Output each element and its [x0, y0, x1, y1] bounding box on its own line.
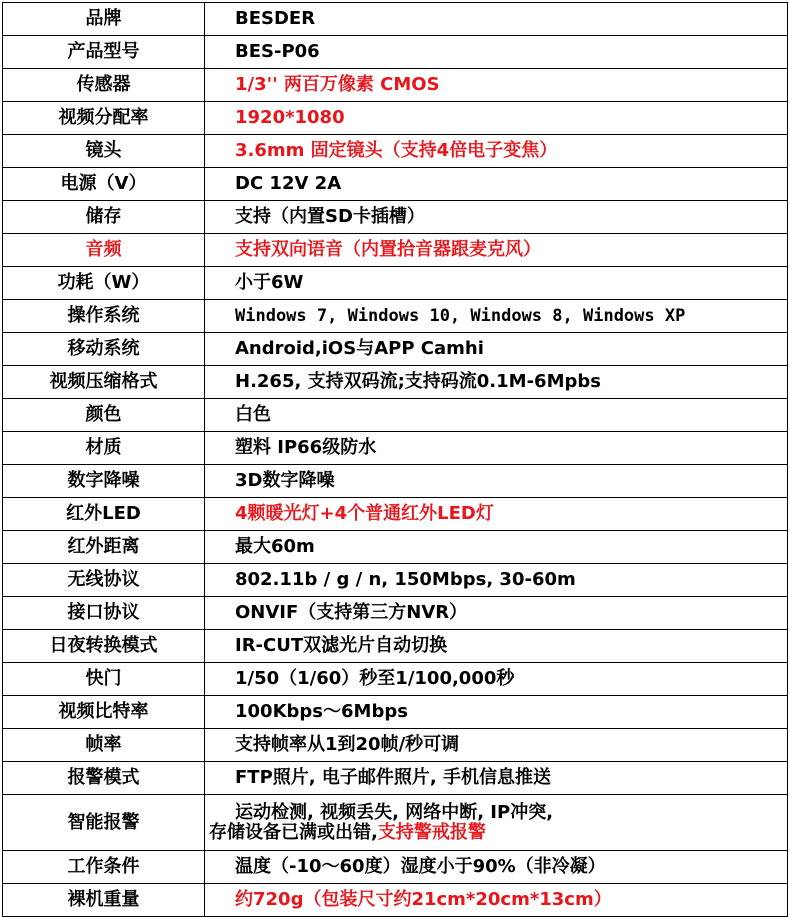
row-label: 工作条件 [3, 851, 205, 884]
table-row [3, 630, 788, 663]
table-row [3, 884, 788, 917]
table-row [3, 36, 788, 69]
row-value [205, 795, 788, 851]
row-label: 帧率 [3, 729, 205, 762]
row-value: Windows 7, Windows 10, Windows 8, Windows XP [205, 300, 788, 333]
table-row [3, 201, 788, 234]
row-value: 3D数字降噪 [205, 465, 788, 498]
row-value: 支持（内置SD卡插槽） [205, 201, 788, 234]
row-value: 最大60m [205, 531, 788, 564]
row-value: 支持双向语音（内置拾音器跟麦克风） [205, 234, 788, 267]
row-label: 产品型号 [3, 36, 205, 69]
row-value: DC 12V 2A [205, 168, 788, 201]
row-label: 报警模式 [3, 762, 205, 795]
row-label: 视频分配率 [3, 102, 205, 135]
row-label: 接口协议 [3, 597, 205, 630]
table-row [3, 597, 788, 630]
row-label: 红外距离 [3, 531, 205, 564]
row-value: 温度（-10～60度）湿度小于90%（非冷凝） [205, 851, 788, 884]
row-label: 储存 [3, 201, 205, 234]
table-row [3, 168, 788, 201]
row-value: 802.11b / g / n, 150Mbps, 30-60m [205, 564, 788, 597]
table-row [3, 234, 788, 267]
row-value: 3.6mm 固定镜头（支持4倍电子变焦） [205, 135, 788, 168]
table-row [3, 696, 788, 729]
row-label: 日夜转换模式 [3, 630, 205, 663]
row-label: 快门 [3, 663, 205, 696]
table-row [3, 267, 788, 300]
row-value: 4颗暖光灯+4个普通红外LED灯 [205, 498, 788, 531]
row-value-line1: 运动检测, 视频丢失, 网络中断, IP冲突, [235, 801, 554, 823]
table-row [3, 333, 788, 366]
spec-table [2, 2, 788, 917]
row-label: 视频比特率 [3, 696, 205, 729]
row-label: 数字降噪 [3, 465, 205, 498]
row-value: 塑料 IP66级防水 [205, 432, 788, 465]
table-row [3, 135, 788, 168]
table-row [3, 851, 788, 884]
row-value-line2-red: 支持警戒报警 [377, 821, 486, 843]
table-row [3, 432, 788, 465]
row-label: 移动系统 [3, 333, 205, 366]
row-label: 无线协议 [3, 564, 205, 597]
table-row [3, 663, 788, 696]
row-value: FTP照片, 电子邮件照片, 手机信息推送 [205, 762, 788, 795]
row-value: 小于6W [205, 267, 788, 300]
table-row [3, 795, 788, 851]
row-value: BESDER [205, 3, 788, 36]
table-row [3, 69, 788, 102]
table-row [3, 531, 788, 564]
row-value: 1/3'' 两百万像素 CMOS [205, 69, 788, 102]
table-row [3, 366, 788, 399]
table-row [3, 729, 788, 762]
row-value: IR-CUT双滤光片自动切换 [205, 630, 788, 663]
row-label: 智能报警 [3, 795, 205, 851]
table-row [3, 300, 788, 333]
row-label: 音频 [3, 234, 205, 267]
row-value: 100Kbps～6Mbps [205, 696, 788, 729]
row-label: 红外LED [3, 498, 205, 531]
table-row [3, 102, 788, 135]
table-row [3, 762, 788, 795]
row-value: 白色 [205, 399, 788, 432]
row-label: 功耗（W） [3, 267, 205, 300]
row-label: 操作系统 [3, 300, 205, 333]
row-label: 材质 [3, 432, 205, 465]
row-value: H.265, 支持双码流;支持码流0.1M-6Mpbs [205, 366, 788, 399]
row-value: BES-P06 [205, 36, 788, 69]
table-row [3, 465, 788, 498]
row-value: 约720g（包装尺寸约21cm*20cm*13cm） [205, 884, 788, 917]
row-value: Android,iOS与APP Camhi [205, 333, 788, 366]
row-value: 1920*1080 [205, 102, 788, 135]
row-label: 传感器 [3, 69, 205, 102]
row-value: ONVIF（支持第三方NVR） [205, 597, 788, 630]
table-row [3, 399, 788, 432]
table-row [3, 498, 788, 531]
row-label: 镜头 [3, 135, 205, 168]
row-value-line2 [205, 823, 787, 843]
row-label: 颜色 [3, 399, 205, 432]
row-value: 支持帧率从1到20帧/秒可调 [205, 729, 788, 762]
row-value: 1/50（1/60）秒至1/100,000秒 [205, 663, 788, 696]
row-label: 品牌 [3, 3, 205, 36]
row-label: 裸机重量 [3, 884, 205, 917]
row-label: 电源（V） [3, 168, 205, 201]
row-value-line2-black: 存储设备已满或出错, [209, 821, 378, 843]
row-label: 视频压缩格式 [3, 366, 205, 399]
table-row [3, 3, 788, 36]
table-row [3, 564, 788, 597]
